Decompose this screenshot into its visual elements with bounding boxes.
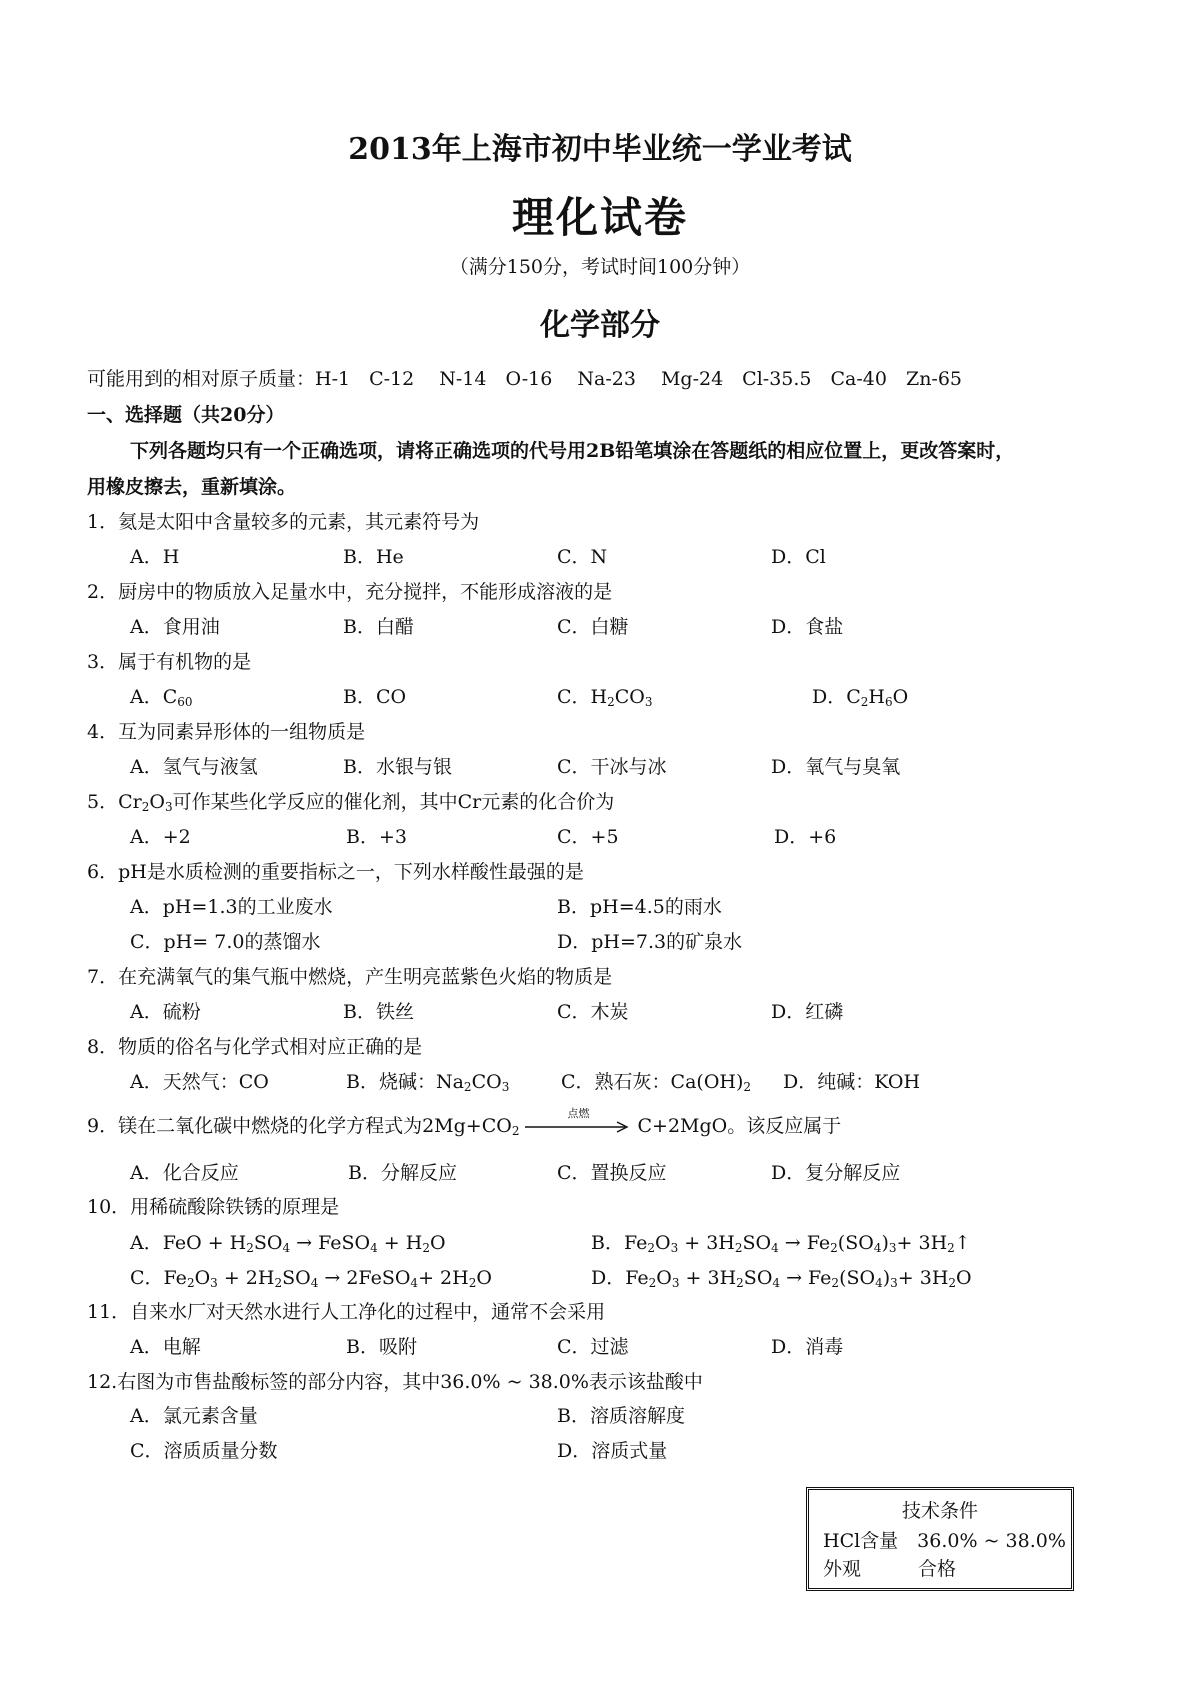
- hcl-label-content-row: HCl含量 36.0% ~ 38.0%: [823, 1530, 1066, 1552]
- question-3-option-a: A．$C_{60}$: [130, 686, 193, 709]
- question-12-stem: 12.右图为市售盐酸标签的部分内容，其中36.0% ~ 38.0%表示该盐酸中: [87, 1371, 703, 1393]
- question-2-option-a: A．食用油: [130, 616, 220, 638]
- question-11-stem: 11．自来水厂对天然水进行人工净化的过程中，通常不会采用: [87, 1301, 606, 1323]
- question-11-option-c: C．过滤: [557, 1336, 629, 1358]
- question-3-stem: 3．属于有机物的是: [87, 651, 252, 673]
- question-7-stem: 7．在充满氧气的集气瓶中燃烧，产生明亮蓝紫色火焰的物质是: [87, 966, 613, 988]
- question-6-option-a: A．pH=1.3的工业废水: [130, 896, 333, 918]
- hcl-label-title: 技术条件: [901, 1500, 978, 1522]
- question-11-option-a: A．电解: [130, 1336, 201, 1358]
- question-7-option-d: D．红磷: [771, 1001, 844, 1023]
- question-8-option-b: B．烧碱：$Na_2CO_3$: [346, 1071, 510, 1094]
- question-10-option-d: D．$Fe_2O_3 + 3H_2SO_4 \to Fe_2(SO_4)_3+ 3H_2O$: [591, 1267, 972, 1290]
- paper-title: 理化试卷: [511, 193, 688, 242]
- question-5-option-a: A．+2: [130, 826, 191, 848]
- question-6-option-c: C．pH= 7.0的蒸馏水: [130, 931, 321, 953]
- atomic-masses: 可能用到的相对原子质量：H-1 C-12 N-14 O-16 Na-23 Mg-24 Cl-35.5 Ca-40 Zn-65: [87, 368, 963, 390]
- question-2-option-c: C．白糖: [557, 616, 629, 638]
- question-12-option-b: B．溶质溶解度: [557, 1405, 685, 1427]
- question-8-option-c: C．熟石灰：$Ca(OH)_2$: [561, 1071, 752, 1094]
- question-5-option-b: B．+3: [346, 826, 407, 848]
- question-2-stem: 2．厨房中的物质放入足量水中，充分搅拌，不能形成溶液的是: [87, 581, 613, 603]
- question-5-option-d: D．+6: [774, 826, 837, 848]
- question-5-stem: 5．$Cr_2O_3$可作某些化学反应的催化剂，其中Cr元素的化合价为: [87, 791, 615, 814]
- hcl-label-box: [806, 1487, 1074, 1591]
- question-1-option-b: B．He: [343, 546, 404, 568]
- reaction-condition: 点燃: [567, 1107, 590, 1120]
- question-9-stem-pre: 9．镁在二氧化碳中燃烧的化学方程式为2Mg+CO: [87, 1115, 512, 1137]
- part-heading: 一、选择题（共20分）: [87, 404, 285, 426]
- question-9-option-c: C．置换反应: [557, 1162, 667, 1184]
- question-2-option-b: B．白醋: [343, 616, 414, 638]
- question-11-option-b: B．吸附: [346, 1336, 417, 1358]
- instruction-line-2: 用橡皮擦去，重新填涂。: [87, 476, 297, 498]
- question-10-option-c: C．$Fe_2O_3 + 2H_2SO_4$ → 2FeSO$_4$+ $2H_2O$: [130, 1267, 492, 1290]
- section-title: 化学部分: [540, 308, 660, 343]
- question-9-option-b: B．分解反应: [348, 1162, 457, 1184]
- question-1-option-d: D．Cl: [771, 546, 826, 568]
- question-10-stem: 10．用稀硫酸除铁锈的原理是: [87, 1196, 340, 1218]
- question-4-option-c: C．干冰与冰: [557, 756, 667, 778]
- question-3-option-b: B．CO: [343, 686, 407, 708]
- question-5-option-c: C．+5: [557, 826, 619, 848]
- question-9-option-d: D．复分解反应: [771, 1162, 901, 1184]
- question-7-option-a: A．硫粉: [130, 1001, 201, 1023]
- hcl-label-appearance-row: 外观 合格: [823, 1558, 957, 1580]
- question-9-option-a: A．化合反应: [130, 1162, 239, 1184]
- question-7-option-b: B．铁丝: [343, 1001, 414, 1023]
- question-1-option-a: A．H: [130, 546, 180, 568]
- question-6-option-b: B．pH=4.5的雨水: [557, 896, 722, 918]
- question-3-option-d: D．$C_2H_6O$: [812, 686, 909, 709]
- exam-subtitle: （满分150分，考试时间100分钟）: [449, 256, 751, 278]
- question-4-option-d: D．氧气与臭氧: [771, 756, 901, 778]
- question-8-option-d: D．纯碱：KOH: [783, 1071, 921, 1093]
- question-12-option-d: D．溶质式量: [557, 1440, 668, 1462]
- instruction-line-1: 下列各题均只有一个正确选项，请将正确选项的代号用2B铅笔填涂在答题纸的相应位置上，更改答案时，: [130, 440, 1015, 462]
- question-11-option-d: D．消毒: [771, 1336, 844, 1358]
- question-4-option-a: A．氢气与液氢: [130, 756, 258, 778]
- question-8-stem: 8．物质的俗名与化学式相对应正确的是: [87, 1036, 423, 1058]
- question-10-option-b: B．$Fe_2O_3 + 3H_2SO_4 \to Fe_2(SO_4)_3+$ $3H_2↑$: [591, 1232, 971, 1255]
- question-6-stem: 6．pH是水质检测的重要指标之一，下列水样酸性最强的是: [87, 861, 584, 883]
- question-8-option-a: A．天然气：CO: [130, 1071, 269, 1093]
- reaction-arrow: [523, 1107, 633, 1137]
- question-2-option-d: D．食盐: [771, 616, 844, 638]
- question-12-option-c: C．溶质质量分数: [130, 1440, 278, 1462]
- question-6-option-d: D．pH=7.3的矿泉水: [557, 931, 743, 953]
- question-7-option-c: C．木炭: [557, 1001, 629, 1023]
- question-9-stem: 9．镁在二氧化碳中燃烧的化学方程式为$2Mg+CO_2$ 点燃 C+2MgO。该反应属于: [87, 1107, 842, 1138]
- question-5-stem-text: 可作某些化学反应的催化剂，其中Cr元素的化合价为: [172, 791, 615, 813]
- question-12-option-a: A．氯元素含量: [130, 1405, 258, 1427]
- question-1-stem: 1．氦是太阳中含量较多的元素，其元素符号为: [87, 511, 480, 533]
- question-1-option-c: C．N: [557, 546, 608, 568]
- question-4-option-b: B．水银与银: [343, 756, 452, 778]
- question-9-stem-post: C+2MgO。该反应属于: [637, 1115, 842, 1137]
- exam-title: 2013年上海市初中毕业统一学业考试: [348, 132, 852, 167]
- question-4-stem: 4．互为同素异形体的一组物质是: [87, 721, 366, 743]
- question-3-option-c: C．$H_2CO_3$: [557, 686, 653, 709]
- question-10-option-a: A．FeO + $H_2SO_4$ → FeSO$_4$ + $H_2O$: [130, 1232, 446, 1255]
